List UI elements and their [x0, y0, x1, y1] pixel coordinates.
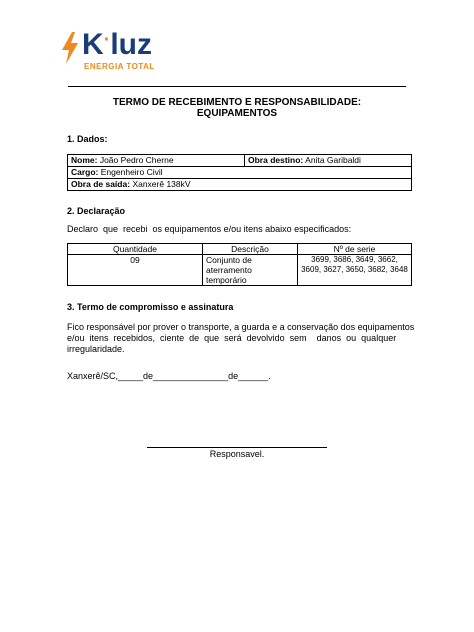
cargo-value: Engenheiro Civil — [100, 167, 163, 177]
serie-line-1: 3699, 3686, 3649, 3662, — [311, 255, 398, 264]
section-2-heading: 2. Declaração — [67, 206, 126, 216]
cell-quantidade: 09 — [68, 255, 203, 286]
company-logo — [60, 30, 170, 72]
commitment-line-1: Fico responsável por prover o transporte, a guarda e a conservação dos equipamentos — [67, 322, 415, 332]
descricao-line-1: Conjunto de aterramento — [206, 255, 252, 275]
title-line-2: EQUIPAMENTOS — [196, 108, 278, 119]
declaration-text: Declaro que recebi os equipamentos e/ou itens abaixo especificados: — [67, 224, 352, 234]
logo-wordmark: K·luz — [82, 28, 153, 61]
obra-saida-label: Obra de saída: — [71, 179, 131, 189]
title-line-1: TERMO DE RECEBIMENTO E RESPONSABILIDADE: — [112, 97, 362, 108]
section-1-heading: 1. Dados: — [67, 134, 108, 144]
header-quantidade: Quantidade — [68, 244, 203, 255]
logo-tagline: ENERGIA TOTAL — [84, 62, 155, 71]
cell-descricao — [203, 255, 298, 286]
table-row — [68, 179, 412, 191]
cell-serie — [298, 255, 412, 286]
dados-table — [67, 154, 412, 191]
table-row — [68, 155, 412, 167]
commitment-line-2: e/ou itens recebidos, ciente de que será devolvido sem danos ou qualquer — [67, 333, 397, 343]
table-header-row — [68, 244, 412, 255]
nome-value: João Pedro Cherne — [99, 155, 174, 165]
signature-line — [147, 447, 327, 448]
nome-label: Nome: — [71, 155, 98, 165]
obra-destino-cell — [245, 155, 412, 167]
commitment-line-3: irregularidade. — [67, 344, 125, 354]
header-divider — [68, 86, 406, 87]
document-title — [68, 97, 406, 119]
table-row — [68, 167, 412, 179]
commitment-text — [67, 322, 414, 366]
obra-saida-cell — [68, 179, 412, 191]
cargo-cell — [68, 167, 412, 179]
section-3-heading: 3. Termo de compromisso e assinatura — [67, 302, 234, 312]
signature-label: Responsavel. — [209, 449, 265, 459]
header-serie: Nº de serie — [298, 244, 412, 255]
obra-destino-label: Obra destino: — [248, 155, 304, 165]
serie-line-2: 3609, 3627, 3650, 3682, 3648 — [301, 265, 408, 274]
cargo-label: Cargo: — [71, 167, 99, 177]
obra-destino-value: Anita Garibaldi — [305, 155, 361, 165]
place-date-line: Xanxerê/SC,_____de_______________de______. — [67, 371, 271, 381]
equipment-table — [67, 243, 412, 286]
nome-cell — [68, 155, 245, 167]
table-row — [68, 255, 412, 286]
obra-saida-value: Xanxerê 138kV — [132, 179, 191, 189]
lightning-bolt-icon — [60, 32, 80, 64]
descricao-line-2: temporário — [206, 275, 247, 285]
header-descricao: Descrição — [203, 244, 298, 255]
